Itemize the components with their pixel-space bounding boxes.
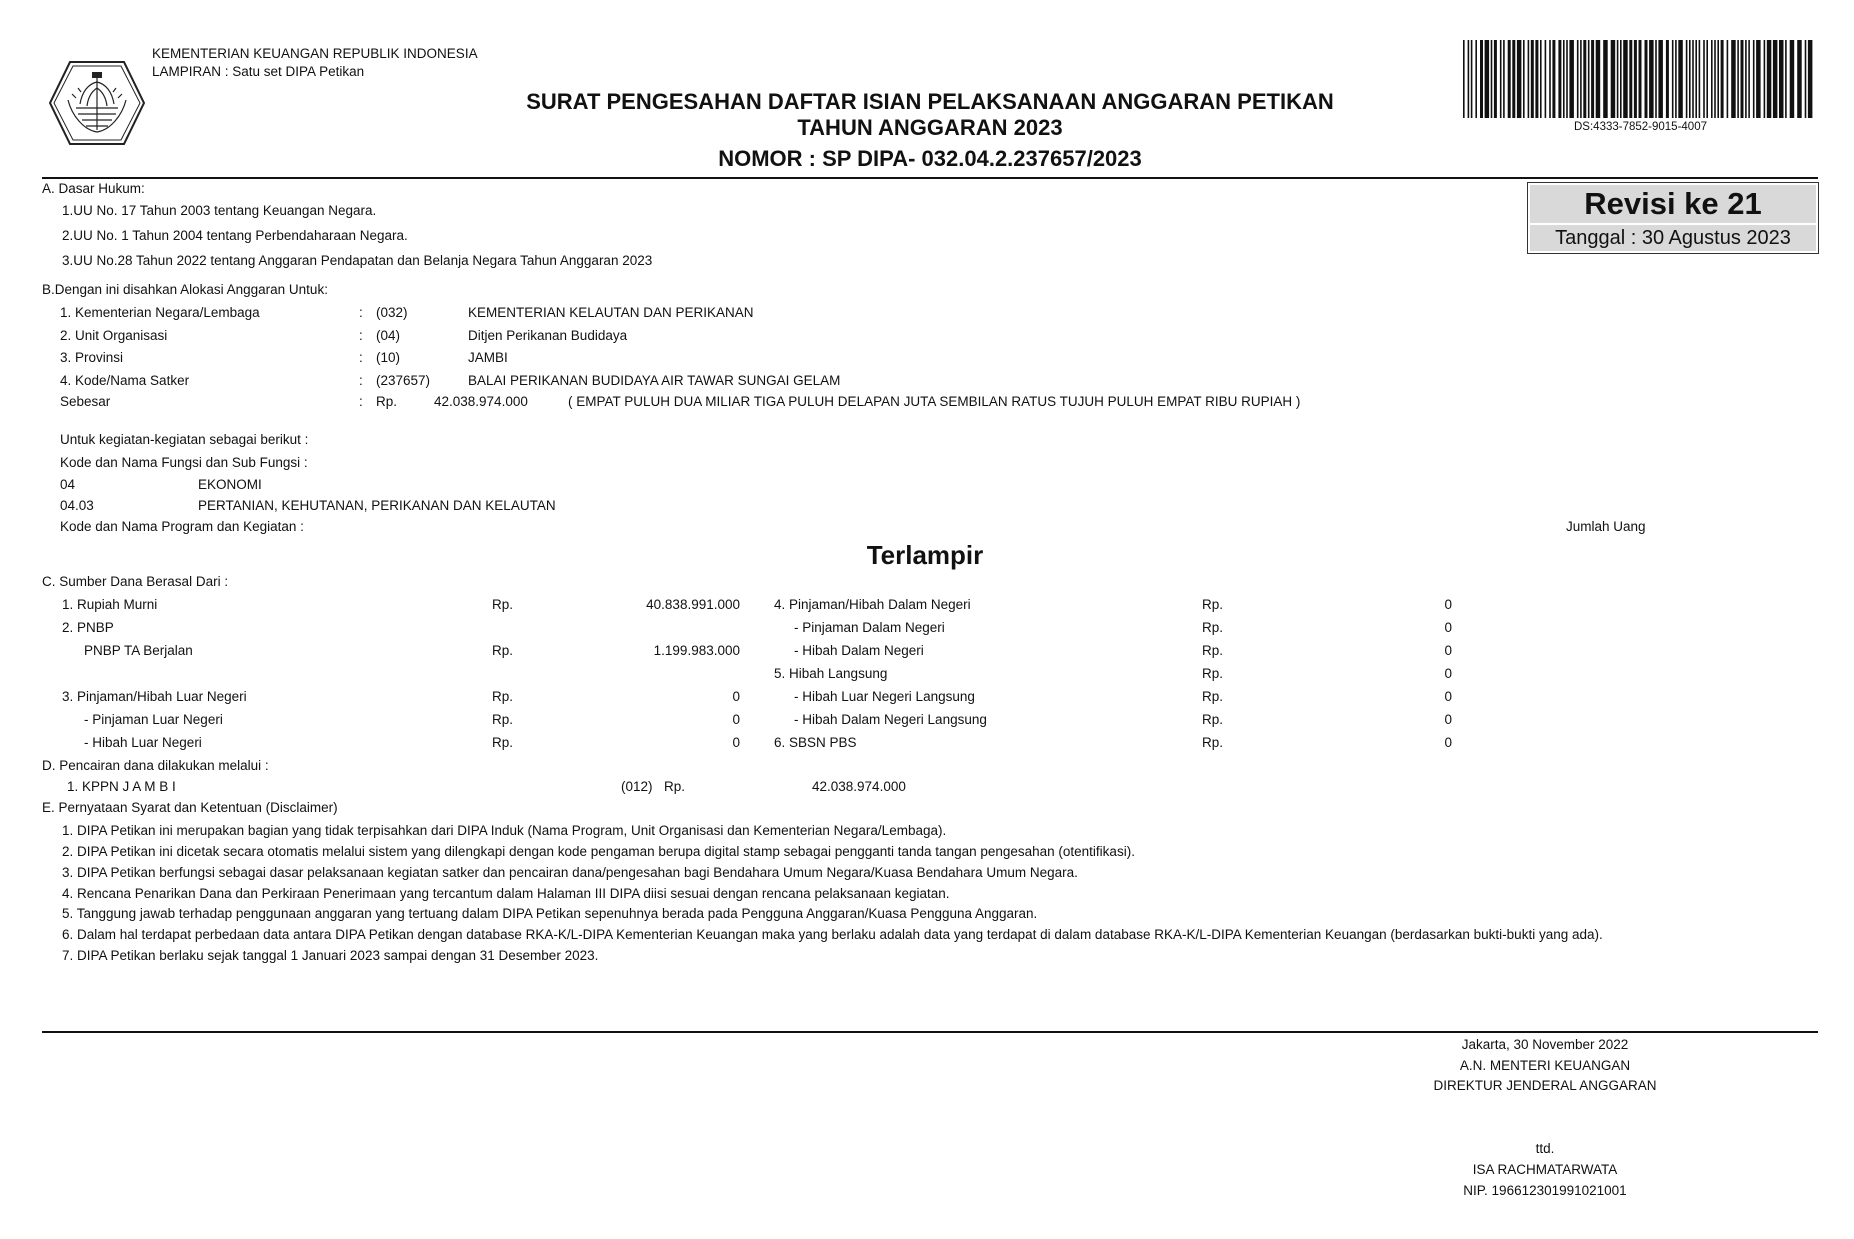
- sebesar-words: ( EMPAT PULUH DUA MILIAR TIGA PULUH DELAPAN JUTA SEMBILAN RATUS TUJUH PULUH EMPAT RIBU RUPIAH ): [568, 394, 1301, 409]
- funding-currency: Rp.: [492, 643, 514, 658]
- funding-label: PNBP TA Berjalan: [84, 643, 193, 658]
- allocation-colon: :: [359, 373, 363, 388]
- funding-label: 6. SBSN PBS: [774, 735, 857, 750]
- allocation-colon: :: [359, 305, 363, 320]
- signature-an: A.N. MENTERI KEUANGAN: [1459, 1058, 1631, 1073]
- funding-label: - Hibah Luar Negeri Langsung: [794, 689, 975, 704]
- signature-title: DIREKTUR JENDERAL ANGGARAN: [1433, 1078, 1657, 1093]
- revision-title: Revisi ke 21: [1530, 185, 1816, 223]
- document-number: NOMOR : SP DIPA- 032.04.2.237657/2023: [718, 146, 1142, 171]
- ministry-emblem-icon: [48, 60, 146, 146]
- funding-currency: Rp.: [492, 712, 514, 727]
- funding-label: 5. Hibah Langsung: [774, 666, 888, 681]
- section-e-heading: E. Pernyataan Syarat dan Ketentuan (Disclaimer): [42, 800, 338, 815]
- sebesar-colon: :: [359, 394, 363, 409]
- funding-label: 2. PNBP: [62, 620, 114, 635]
- legal-basis-item: 2.UU No. 1 Tahun 2004 tentang Perbendaharaan Negara.: [62, 228, 408, 243]
- disclaimer-item: 3. DIPA Petikan berfungsi sebagai dasar pelaksanaan kegiatan satker dan pencairan dana/pengesahan bagi Bendahara Umum Negara/Kuasa Bendahara Umum Negara.: [62, 865, 1078, 880]
- funding-amount: 40.838.991.000: [646, 597, 740, 612]
- funding-amount: 0: [1444, 597, 1452, 612]
- funding-label: - Pinjaman Luar Negeri: [84, 712, 223, 727]
- disclaimer-item: 2. DIPA Petikan ini dicetak secara otomatis melalui sistem yang dilengkapi dengan kode pengaman berupa digital stamp sebagai pengganti tanda tangan pengesahan (otentifikasi).: [62, 844, 1135, 859]
- funding-currency: Rp.: [1202, 620, 1224, 635]
- disclaimer-item: 5. Tanggung jawab terhadap penggunaan anggaran yang tertuang dalam DIPA Petikan sepenuhnya berada pada Pengguna Anggaran/Kuasa Pengguna Anggaran.: [62, 906, 1038, 921]
- allocation-code: (10): [376, 350, 401, 365]
- funding-amount: 0: [1444, 643, 1452, 658]
- section-b-heading: B.Dengan ini disahkan Alokasi Anggaran Untuk:: [42, 282, 328, 297]
- funding-amount: 0: [1444, 689, 1452, 704]
- funding-label: - Hibah Dalam Negeri: [794, 643, 924, 658]
- funding-currency: Rp.: [492, 597, 514, 612]
- funding-amount: 0: [1444, 712, 1452, 727]
- funding-currency: Rp.: [1202, 735, 1224, 750]
- signature-ttd: ttd.: [1535, 1141, 1555, 1156]
- signature-place-date: Jakarta, 30 November 2022: [1461, 1037, 1629, 1052]
- disclaimer-item: 1. DIPA Petikan ini merupakan bagian yang tidak terpisahkan dari DIPA Induk (Nama Program, Unit Organisasi dan Kementerian Negara/Lembaga).: [62, 823, 947, 838]
- disclaimer-item: 7. DIPA Petikan berlaku sejak tanggal 1 Januari 2023 sampai dengan 31 Desember 2023.: [62, 948, 599, 963]
- funding-label: - Pinjaman Dalam Negeri: [794, 620, 945, 635]
- funding-currency: Rp.: [1202, 712, 1224, 727]
- allocation-value: Ditjen Perikanan Budidaya: [468, 328, 628, 343]
- sebesar-currency: Rp.: [376, 394, 398, 409]
- program-heading: Kode dan Nama Program dan Kegiatan :: [60, 519, 304, 534]
- funding-amount: 0: [1444, 620, 1452, 635]
- barcode-icon: [1463, 40, 1818, 118]
- funding-currency: Rp.: [1202, 597, 1224, 612]
- kppn-currency: Rp.: [664, 779, 686, 794]
- allocation-label: 4. Kode/Nama Satker: [60, 373, 190, 388]
- sebesar-label: Sebesar: [60, 394, 111, 409]
- funding-label: 4. Pinjaman/Hibah Dalam Negeri: [774, 597, 971, 612]
- funding-label: 3. Pinjaman/Hibah Luar Negeri: [62, 689, 247, 704]
- disclaimer-item: 6. Dalam hal terdapat perbedaan data antara DIPA Petikan dengan database RKA-K/L-DIPA Kementerian Keuangan maka yang berlaku adalah data yang terdapat di dalam database RKA-K/L-DIPA Kementerian Keuangan (berdasarkan bukti-bukti yang ada).: [62, 927, 1603, 942]
- kppn-amount: 42.038.974.000: [812, 779, 906, 794]
- funding-amount: 0: [1444, 735, 1452, 750]
- barcode-code: DS:4333-7852-9015-4007: [1574, 121, 1707, 133]
- sebesar-amount: 42.038.974.000: [434, 394, 528, 409]
- funding-label: - Hibah Dalam Negeri Langsung: [794, 712, 987, 727]
- allocation-colon: :: [359, 350, 363, 365]
- fungsi-name: PERTANIAN, KEHUTANAN, PERIKANAN DAN KELAUTAN: [198, 498, 556, 513]
- funding-amount: 0: [1444, 666, 1452, 681]
- fungsi-code: 04: [60, 477, 76, 492]
- fungsi-code: 04.03: [60, 498, 94, 513]
- signatory-nip: NIP. 196612301991021001: [1463, 1183, 1627, 1198]
- ministry-name: KEMENTERIAN KEUANGAN REPUBLIK INDONESIA: [152, 46, 478, 61]
- kppn-label: 1. KPPN J A M B I: [67, 779, 176, 794]
- funding-currency: Rp.: [1202, 689, 1224, 704]
- fungsi-heading: Kode dan Nama Fungsi dan Sub Fungsi :: [60, 455, 308, 470]
- document-year: TAHUN ANGGARAN 2023: [797, 115, 1063, 140]
- section-c-heading: C. Sumber Dana Berasal Dari :: [42, 574, 229, 589]
- section-d-heading: D. Pencairan dana dilakukan melalui :: [42, 758, 269, 773]
- allocation-value: KEMENTERIAN KELAUTAN DAN PERIKANAN: [468, 305, 754, 320]
- allocation-code: (237657): [376, 373, 431, 388]
- funding-currency: Rp.: [492, 689, 514, 704]
- funding-amount: 0: [732, 735, 740, 750]
- kegiatan-intro: Untuk kegiatan-kegiatan sebagai berikut :: [60, 432, 309, 447]
- disclaimer-item: 4. Rencana Penarikan Dana dan Perkiraan Penerimaan yang tercantum dalam Halaman III DIPA diisi sesuai dengan rencana pelaksanaan kegiatan.: [62, 886, 950, 901]
- terlampir-text: Terlampir: [866, 540, 984, 570]
- funding-label: - Hibah Luar Negeri: [84, 735, 202, 750]
- allocation-label: 3. Provinsi: [60, 350, 124, 365]
- funding-amount: 1.199.983.000: [653, 643, 740, 658]
- funding-label: 1. Rupiah Murni: [62, 597, 158, 612]
- jumlah-uang-label: Jumlah Uang: [1566, 519, 1646, 534]
- allocation-value: JAMBI: [468, 350, 508, 365]
- lampiran-text: LAMPIRAN : Satu set DIPA Petikan: [152, 64, 365, 79]
- funding-amount: 0: [732, 712, 740, 727]
- funding-currency: Rp.: [1202, 643, 1224, 658]
- funding-currency: Rp.: [492, 735, 514, 750]
- allocation-label: 1. Kementerian Negara/Lembaga: [60, 305, 260, 320]
- allocation-code: (04): [376, 328, 401, 343]
- revision-date: Tanggal : 30 Agustus 2023: [1530, 225, 1816, 251]
- funding-currency: Rp.: [1202, 666, 1224, 681]
- funding-amount: 0: [732, 689, 740, 704]
- section-a-heading: A. Dasar Hukum:: [42, 181, 145, 196]
- allocation-value: BALAI PERIKANAN BUDIDAYA AIR TAWAR SUNGAI GELAM: [468, 373, 841, 388]
- allocation-code: (032): [376, 305, 408, 320]
- allocation-colon: :: [359, 328, 363, 343]
- revision-box: [1527, 182, 1819, 254]
- signatory-name: ISA RACHMATARWATA: [1472, 1162, 1618, 1177]
- legal-basis-item: 1.UU No. 17 Tahun 2003 tentang Keuangan Negara.: [62, 203, 377, 218]
- allocation-label: 2. Unit Organisasi: [60, 328, 168, 343]
- fungsi-name: EKONOMI: [198, 477, 262, 492]
- legal-basis-item: 3.UU No.28 Tahun 2022 tentang Anggaran Pendapatan dan Belanja Negara Tahun Anggaran 2023: [62, 253, 653, 268]
- kppn-code: (012): [621, 779, 653, 794]
- document-title: SURAT PENGESAHAN DAFTAR ISIAN PELAKSANAAN ANGGARAN PETIKAN: [526, 89, 1334, 114]
